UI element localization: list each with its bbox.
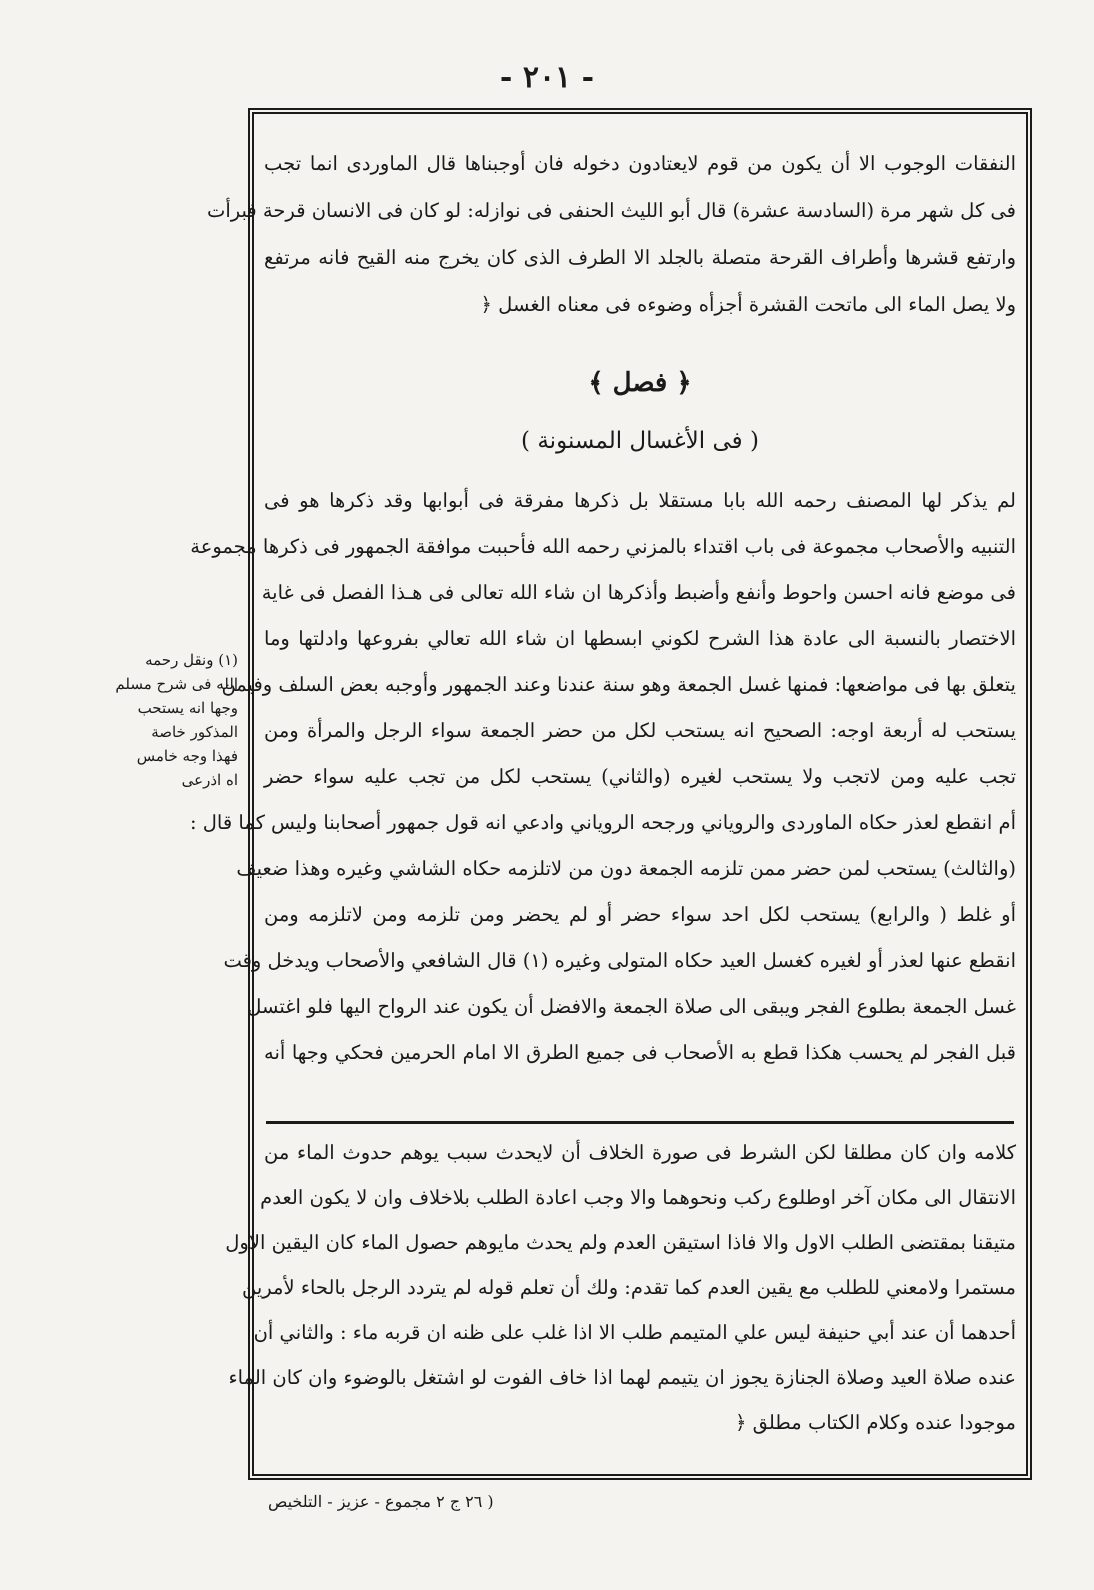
text-line: يستحب له أربعة اوجه: الصحيح انه يستحب لكل من حضر الجمعة سواء الرجل والمرأة ومن bbox=[264, 719, 1016, 742]
text-line: ولا يصل الماء الى ماتحت القشرة أجزأه وضوءه فى معناه الغسل ﴿ bbox=[480, 293, 1016, 316]
margin-note-line: المذكور خاصة bbox=[151, 723, 238, 741]
text-line: غسل الجمعة بطلوع الفجر ويبقى الى صلاة الجمعة والافضل أن يكون عند الرواح اليها فلو اغتسل bbox=[247, 995, 1016, 1018]
text-line: (والثالث) يستحب لمن حضر ممن تلزمه الجمعة دون من لاتلزمه حكاه الشاشي وغيره وهذا ضعيف bbox=[236, 857, 1016, 880]
text-line: فى موضع فانه احسن واحوط وأنفع وأضبط وأذكرها ان شاء الله تعالى فى هـذا الفصل فى غاية bbox=[261, 581, 1016, 604]
text-line: قبل الفجر لم يحسب هكذا قطع به الأصحاب فى جميع الطرق الا امام الحرمين فحكي وجها أنه bbox=[264, 1041, 1016, 1064]
commentary-text bbox=[225, 1130, 1020, 1445]
text-line: انقطع عنها لعذر أو لغيره كغسل العيد حكاه المتولى وغيره (١) قال الشافعي والأصحاب ويدخل وقت bbox=[223, 949, 1016, 972]
footer-signature: ( ٢٦ ج ٢ مجموع - عزيز - التلخيص bbox=[268, 1492, 494, 1511]
margin-note-line: الله فى شرح مسلم bbox=[115, 675, 238, 693]
section-heading: ﴿ فصل ﴾ bbox=[588, 368, 692, 398]
text-line: الاختصار بالنسبة الى عادة هذا الشرح لكوني ابسطها ان شاء الله تعالي بفروعها وادلتها وما bbox=[264, 627, 1016, 650]
margin-note-line: اه اذرعى bbox=[181, 771, 238, 789]
text-line: النفقات الوجوب الا أن يكون من قوم لايعتادون دخوله فان أوجبناها قال الماوردى انما تجب bbox=[264, 152, 1016, 175]
text-line: فى كل شهر مرة (السادسة عشرة) قال أبو الليث الحنفى فى نوازله: لو كان فى الانسان قرحة فبرأت bbox=[206, 199, 1016, 222]
text-line: موجودا عنده وكلام الكتاب مطلق ﴿ bbox=[734, 1411, 1016, 1434]
margin-note bbox=[108, 648, 238, 792]
text-line: عنده صلاة العيد وصلاة الجنازة يجوز ان يتيمم لهما اذا خاف الفوت لو اشتغل بالوضوء وان كان الماء bbox=[228, 1366, 1016, 1389]
text-line: التنبيه والأصحاب مجموعة فى باب اقتداء بالمزني رحمه الله فأحببت موافقة الجمهور فى ذكرها مجموعة bbox=[190, 535, 1016, 558]
margin-note-line: وجها انه يستحب bbox=[137, 699, 238, 717]
text-line: كلامه وان كان مطلقا لكن الشرط فى صورة الخلاف أن لايحدث سبب يوهم حدوث الماء من bbox=[264, 1141, 1016, 1164]
section-subheading: ( فى الأغسال المسنونة ) bbox=[521, 428, 759, 454]
text-line: مستمرا ولامعني للطلب مع يقين العدم كما تقدم: ولك أن تعلم قوله لم يتردد الرجل بالحاء لأمرين bbox=[242, 1276, 1016, 1299]
text-line: يتعلق بها فى مواضعها: فمنها غسل الجمعة وهو سنة عندنا وعند الجمهور وأوجبه بعض السلف وفيمن bbox=[221, 673, 1016, 696]
text-line: أو غلط ( والرابع) يستحب لكل احد سواء حضر أو لم يحضر ومن تلزمه ومن لاتلزمه ومن bbox=[264, 903, 1016, 926]
text-line: متيقنا بمقتضى الطلب الاول والا فاذا استيقن العدم ولم يحدث مايوهم حصول الماء كان اليقين الاول bbox=[225, 1231, 1016, 1254]
text-line: وارتفع قشرها وأطراف القرحة متصلة بالجلد الا الطرف الذى كان يخرج منه القيح فانه مرتفع bbox=[264, 246, 1016, 269]
margin-note-line: فهذا وجه خامس bbox=[136, 747, 238, 765]
page-number: - ٢٠١ - bbox=[499, 60, 595, 95]
opening-paragraph bbox=[206, 140, 1020, 328]
text-line: أحدهما أن عند أبي حنيفة ليس علي المتيمم طلب الا اذا غلب على ظنه ان قربه ماء : والثاني أن bbox=[253, 1321, 1016, 1344]
text-line: أم انقطع لعذر حكاه الماوردى والروياني ورجحه الروياني وادعي انه قول جمهور أصحابنا وليس كما قال : bbox=[189, 811, 1016, 834]
text-line: الانتقال الى مكان آخر اوطلوع ركب ونحوهما والا وجب اعادة الطلب بلاخلاف وان لا يكون العدم bbox=[260, 1186, 1016, 1209]
margin-note-line: (١) ونقل رحمه bbox=[145, 651, 238, 669]
divider bbox=[266, 1121, 1014, 1124]
text-line: لم يذكر لها المصنف رحمه الله بابا مستقلا بل ذكرها مفرقة فى أبوابها وقد ذكرها هو فى bbox=[264, 489, 1016, 512]
text-line: تجب عليه ومن لاتجب ولا يستحب لغيره (والثاني) يستحب لكل من تجب عليه سواء حضر bbox=[264, 765, 1016, 788]
